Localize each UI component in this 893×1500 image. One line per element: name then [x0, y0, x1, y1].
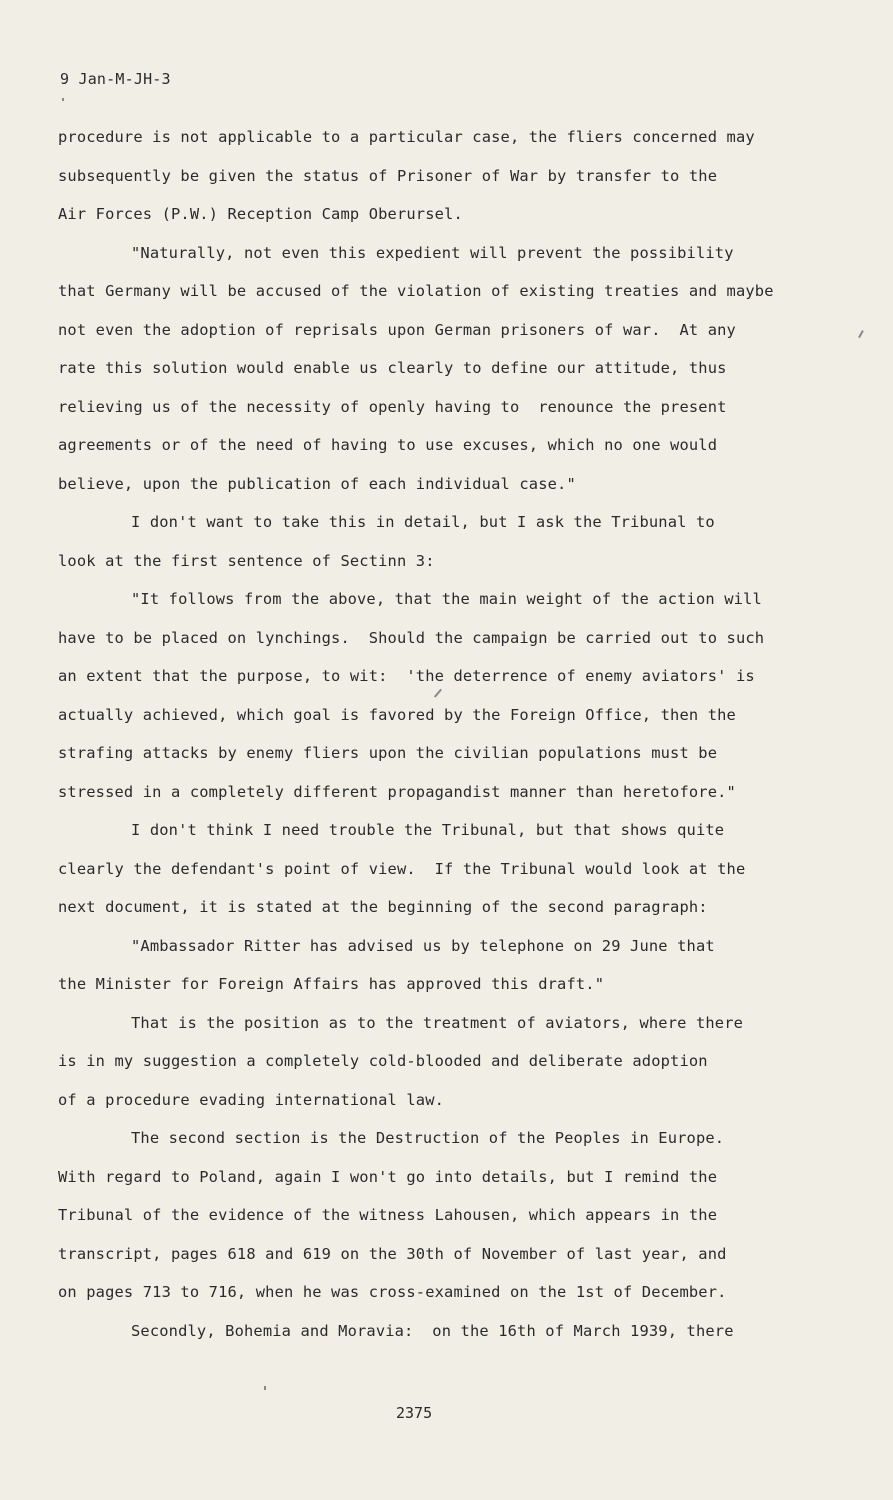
- page-header: 9 Jan-M-JH-3: [60, 70, 171, 88]
- text-line: procedure is not applicable to a particular case, the fliers concerned may: [58, 128, 755, 146]
- text-line: "It follows from the above, that the main weight of the action will: [131, 590, 762, 608]
- text-line: an extent that the purpose, to wit: 'the deterrence of enemy aviators' is: [58, 667, 755, 685]
- text-line: With regard to Poland, again I won't go into details, but I remind the: [58, 1167, 718, 1186]
- text-line: rate this solution would enable us clearly to define our attitude, thus: [58, 359, 727, 377]
- text-line: I don't think I need trouble the Tribunal, but that shows quite: [131, 821, 725, 839]
- text-line: agreements or of the need of having to use excuses, which no one would: [58, 436, 718, 454]
- text-line: Secondly, Bohemia and Moravia: on the 16th of March 1939, there: [131, 1321, 734, 1340]
- text-line: relieving us of the necessity of openly having to renounce the present: [58, 397, 727, 416]
- text-line: Air Forces (P.W.) Reception Camp Oberursel.: [58, 205, 463, 223]
- text-line: strafing attacks by enemy fliers upon the civilian populations must be: [58, 744, 718, 762]
- text-line: The second section is the Destruction of the Peoples in Europe.: [131, 1129, 725, 1147]
- text-line: have to be placed on lynchings. Should the campaign be carried out to such: [58, 628, 765, 647]
- text-line: on pages 713 to 716, when he was cross-examined on the 1st of December.: [58, 1283, 727, 1301]
- text-line: of a procedure evading international law.: [58, 1090, 445, 1109]
- text-line: believe, upon the publication of each individual case.": [58, 474, 576, 493]
- text-line: is in my suggestion a completely cold-blooded and deliberate adoption: [58, 1052, 708, 1070]
- text-line: that Germany will be accused of the violation of existing treaties and maybe: [58, 282, 774, 300]
- text-line: That is the position as to the treatment of aviators, where there: [131, 1013, 744, 1032]
- text-line: "Naturally, not even this expedient will prevent the possibility: [131, 243, 734, 262]
- text-line: Tribunal of the evidence of the witness Lahousen, which appears in the: [58, 1206, 718, 1224]
- body-text: [58, 124, 838, 1356]
- text-line: actually achieved, which goal is favored by the Foreign Office, then the: [58, 705, 736, 724]
- text-line: "Ambassador Ritter has advised us by telephone on 29 June that: [131, 936, 715, 955]
- text-line: subsequently be given the status of Prisoner of War by transfer to the: [58, 166, 718, 185]
- text-line: stressed in a completely different propagandist manner than heretofore.": [58, 782, 736, 801]
- stray-mark: [858, 330, 863, 338]
- text-line: not even the adoption of reprisals upon German prisoners of war. At any: [58, 320, 736, 339]
- text-line: transcript, pages 618 and 619 on the 30th of November of last year, and: [58, 1244, 727, 1263]
- text-line: next document, it is stated at the beginning of the second paragraph:: [58, 898, 708, 916]
- text-line: the Minister for Foreign Affairs has approved this draft.": [58, 975, 605, 993]
- text-line: clearly the defendant's point of view. If the Tribunal would look at the: [58, 859, 746, 878]
- stray-mark: [62, 98, 64, 101]
- page-number: 2375: [396, 1404, 433, 1422]
- text-line: look at the first sentence of Sectinn 3:: [58, 551, 435, 570]
- stray-mark: [264, 1386, 266, 1390]
- text-line: I don't want to take this in detail, but I ask the Tribunal to: [131, 513, 715, 531]
